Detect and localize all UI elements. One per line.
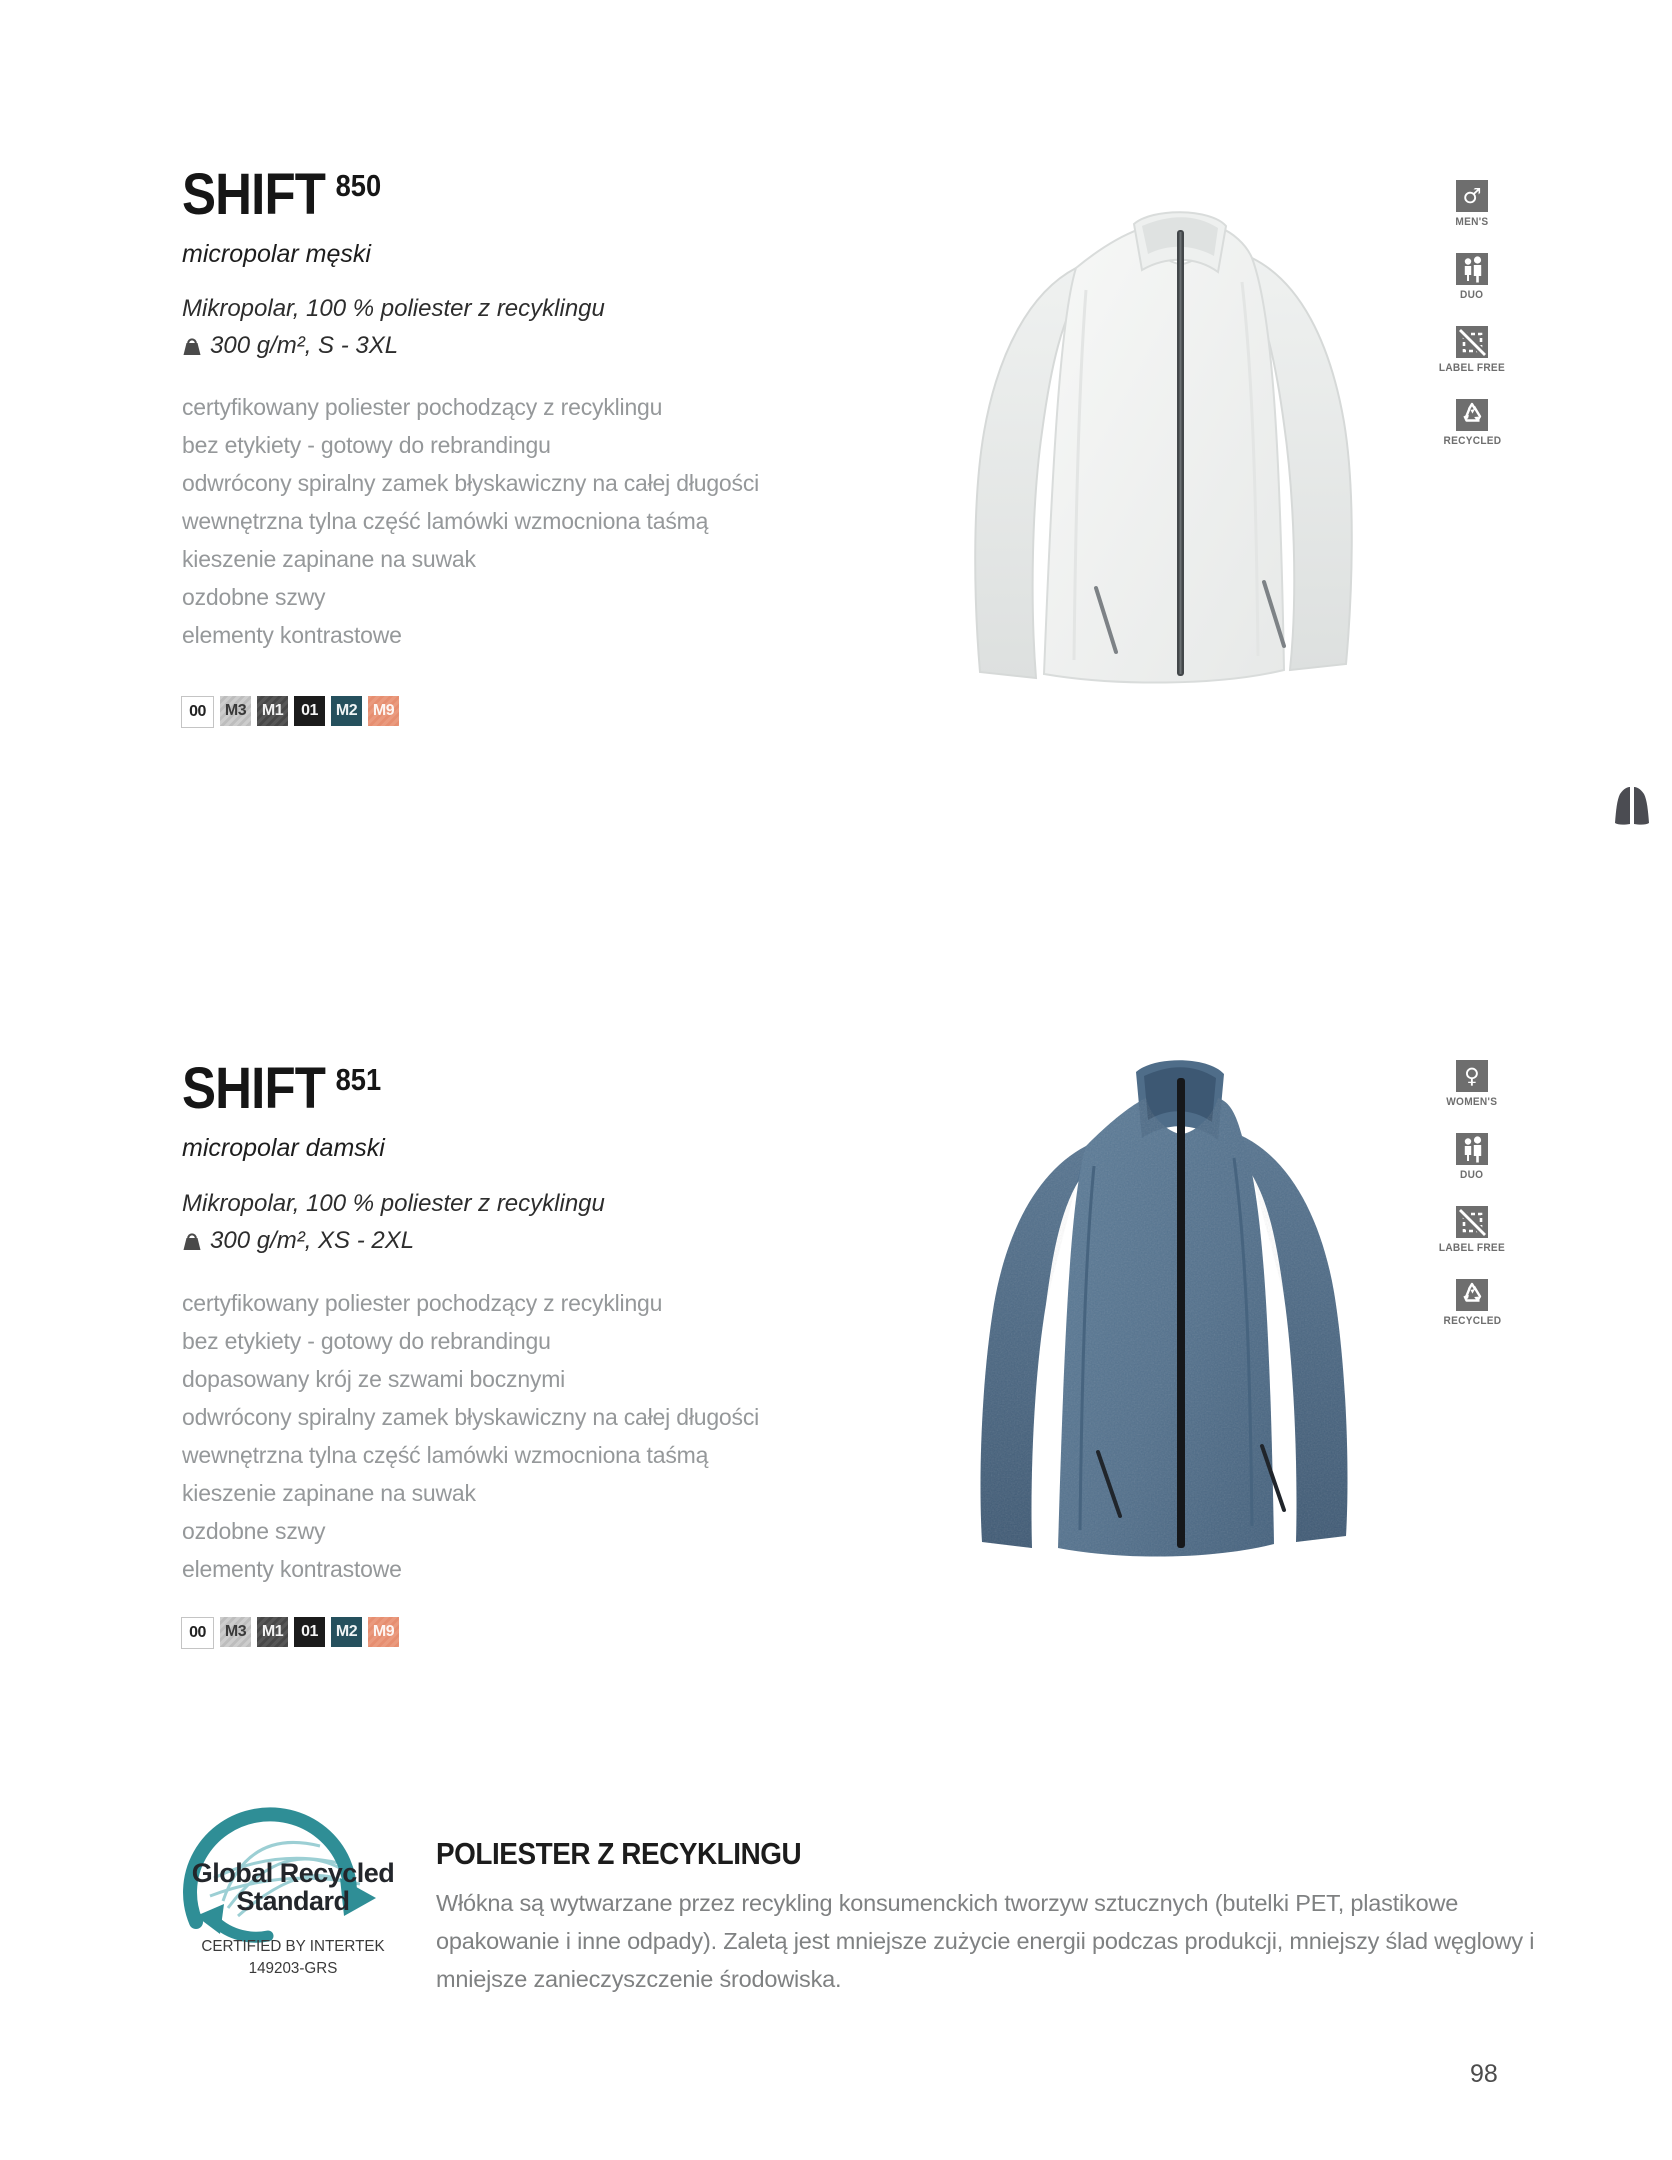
icon-label: MEN'S: [1455, 216, 1489, 228]
grs-cert-number: 149203-GRS: [248, 1960, 338, 1977]
product-code: 850: [335, 168, 382, 203]
label-free-icon: [1456, 1206, 1488, 1238]
product-code: 851: [335, 1062, 382, 1097]
duo-icon: [1456, 253, 1488, 285]
color-swatch-m3: M3: [220, 1617, 251, 1647]
icon-label: DUO: [1460, 1169, 1484, 1181]
feature-item: wewnętrzna tylna część lamówki wzmocniona taśmą: [182, 508, 709, 534]
feature-item: ozdobne szwy: [182, 1518, 326, 1544]
label-free-icon: [1456, 326, 1488, 358]
recycled-icon: [1456, 1279, 1488, 1311]
page-number: 98: [1470, 2060, 1498, 2088]
feature-item: ozdobne szwy: [182, 584, 326, 610]
feature-item: certyfikowany poliester pochodzący z recyklingu: [182, 1290, 663, 1316]
icon-item-duo: [1456, 1133, 1488, 1181]
product-features: [182, 1284, 759, 1588]
icon-item-recycled: [1441, 399, 1504, 447]
product-title-shift-850: [182, 162, 382, 227]
zipper: [1177, 1078, 1185, 1548]
info-paragraph: Włókna są wytwarzane przez recykling konsumenckich tworzyw sztucznych (butelki PET, plastikowe opakowanie i inne odpady). Zaletą jest mniejsze zużycie energii podczas produkcji, mniejszy ślad węglowy i mniejsze zanieczyszczenie środowiska.: [436, 1890, 1535, 1992]
product-name: SHIFT: [182, 1056, 326, 1121]
womens-glyph: ♀: [1464, 1063, 1480, 1088]
color-swatch-row: [181, 696, 399, 728]
product-icon-column: [1420, 1060, 1524, 1352]
icon-item-label-free: [1436, 326, 1508, 374]
icon-label: RECYCLED: [1443, 435, 1501, 447]
icon-label: RECYCLED: [1443, 1315, 1501, 1327]
feature-item: elementy kontrastowe: [182, 622, 402, 648]
color-swatch-00: 00: [181, 696, 214, 728]
womens-icon: [1456, 1060, 1488, 1092]
product-icon-column: [1420, 180, 1524, 472]
product-subtitle: micropolar damski: [182, 1134, 385, 1162]
grs-certified-line: CERTIFIED BY INTERTEK: [201, 1938, 385, 1955]
icon-item-mens: [1454, 180, 1490, 228]
color-swatch-row: [181, 1617, 399, 1649]
color-swatch-01: 01: [294, 1617, 325, 1647]
color-swatch-m3: M3: [220, 696, 251, 726]
product-material: Mikropolar, 100 % poliester z recyklingu: [182, 1190, 605, 1217]
feature-item: certyfikowany poliester pochodzący z recyklingu: [182, 394, 663, 420]
product-weight-text: 300 g/m², XS - 2XL: [210, 1227, 415, 1254]
feature-item: bez etykiety - gotowy do rebrandingu: [182, 432, 551, 458]
grs-logo-title-2: Standard: [236, 1886, 350, 1916]
feature-item: dopasowany krój ze szwami bocznymi: [182, 1366, 566, 1392]
product-subtitle: micropolar męski: [182, 240, 371, 268]
color-swatch-m9: M9: [368, 696, 399, 726]
weight-icon: [182, 335, 202, 357]
weight-icon: [182, 1230, 202, 1252]
duo-icon: [1456, 1133, 1488, 1165]
feature-item: elementy kontrastowe: [182, 1556, 402, 1582]
mens-icon: [1456, 180, 1488, 212]
product-weight-text: 300 g/m², S - 3XL: [210, 332, 399, 359]
color-swatch-00: 00: [181, 1617, 214, 1649]
product-features: [182, 388, 759, 654]
grs-logo: [168, 1806, 438, 1996]
icon-label: WOMEN'S: [1446, 1096, 1498, 1108]
feature-item: odwrócony spiralny zamek błyskawiczny na całej długości: [182, 1404, 760, 1430]
feature-item: bez etykiety - gotowy do rebrandingu: [182, 1328, 551, 1354]
icon-item-label-free: [1436, 1206, 1508, 1254]
product-weight-sizes: [182, 332, 398, 360]
feature-item: kieszenie zapinane na suwak: [182, 1480, 476, 1506]
icon-item-recycled: [1441, 1279, 1504, 1327]
icon-label: LABEL FREE: [1438, 362, 1506, 374]
feature-item: kieszenie zapinane na suwak: [182, 546, 476, 572]
product-name: SHIFT: [182, 162, 326, 227]
icon-label: LABEL FREE: [1438, 1242, 1506, 1254]
product-weight-sizes: [182, 1227, 414, 1255]
mens-glyph: ♂: [1462, 183, 1482, 208]
feature-item: odwrócony spiralny zamek błyskawiczny na całej długości: [182, 470, 760, 496]
product-title-shift-851: [182, 1056, 382, 1121]
feature-item: wewnętrzna tylna część lamówki wzmocniona taśmą: [182, 1442, 709, 1468]
product-photo-womens-jacket: [880, 1000, 1440, 1570]
product-material: Mikropolar, 100 % poliester z recyklingu: [182, 295, 605, 322]
recycled-icon: [1456, 399, 1488, 431]
color-swatch-01: 01: [294, 696, 325, 726]
icon-item-duo: [1456, 253, 1488, 301]
icon-item-womens: [1444, 1060, 1499, 1108]
color-swatch-m9: M9: [368, 1617, 399, 1647]
grs-logo-title-1: Global Recycled: [191, 1858, 395, 1888]
icon-label: DUO: [1460, 289, 1484, 301]
color-swatch-m2: M2: [331, 696, 362, 726]
section-tab-jacket-icon: [1610, 784, 1654, 835]
color-swatch-m2: M2: [331, 1617, 362, 1647]
color-swatch-m1: M1: [257, 1617, 288, 1647]
info-heading: POLIESTER Z RECYKLINGU: [436, 1836, 802, 1871]
color-swatch-m1: M1: [257, 696, 288, 726]
product-photo-mens-jacket: [880, 140, 1440, 710]
